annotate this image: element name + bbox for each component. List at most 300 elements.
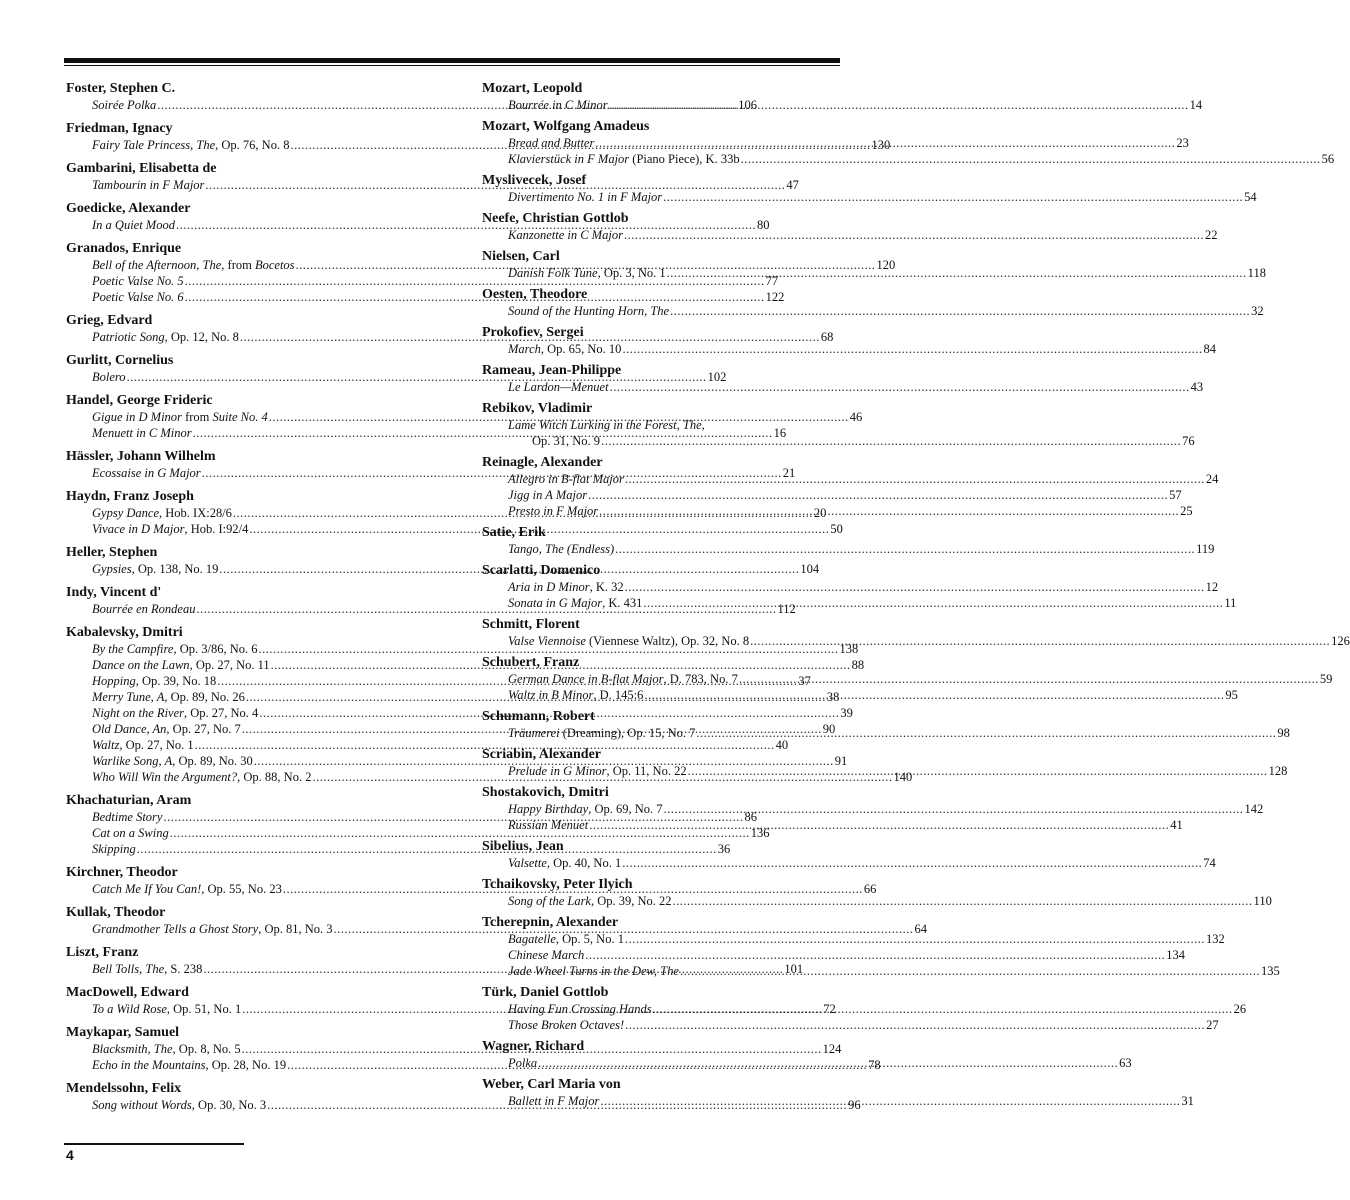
leader-dots (601, 433, 1181, 449)
piece-title (508, 801, 663, 817)
piece-title (92, 657, 270, 673)
piece-title-part: Bell Tolls, The (92, 962, 165, 976)
piece-title (508, 341, 621, 357)
piece-title-part: , K. 431 (602, 596, 643, 610)
composer-name: Indy, Vincent d' (66, 585, 162, 600)
composer-name: Hässler, Johann Wilhelm (66, 449, 216, 464)
leader-dots (538, 1055, 1118, 1071)
leader-dots (739, 671, 1319, 687)
piece-entry (482, 963, 1280, 979)
page-ref: 56 (1321, 152, 1335, 166)
piece-title (92, 601, 195, 617)
page-ref: 106 (738, 98, 757, 112)
piece-title-part: Song of the Lark (508, 894, 591, 908)
piece-title (508, 963, 679, 979)
piece-title (508, 763, 687, 779)
piece-title-part: Bolero (92, 370, 126, 384)
piece-title-part: Cat on a Swing (92, 826, 169, 840)
piece-title (92, 289, 184, 305)
piece-title (508, 947, 584, 963)
composer-entry (482, 324, 1216, 357)
page-ref: 124 (822, 1042, 842, 1056)
page-ref: 64 (914, 922, 928, 936)
piece-title-part: , Op. 8, No. 5 (172, 1042, 241, 1056)
composer-name: Wagner, Richard (482, 1039, 585, 1054)
leader-dots (741, 151, 1321, 167)
piece-title (92, 425, 192, 441)
page-ref: 39 (840, 706, 853, 720)
composer-entry (482, 524, 1215, 557)
leader-dots (670, 303, 1250, 319)
piece-entry (66, 737, 789, 753)
piece-entry (482, 433, 1195, 449)
page-ref: 23 (1176, 136, 1189, 150)
page-ref: 101 (784, 962, 804, 976)
page-ref: 119 (1196, 542, 1215, 556)
piece-entry (482, 1017, 1219, 1033)
piece-title (92, 641, 258, 657)
piece-title-part: , Op. 76, No. 8 (215, 138, 290, 152)
composer-name: Reinagle, Alexander (482, 455, 603, 470)
piece-title (92, 1097, 266, 1113)
piece-title-part: Tango, The (Endless) (508, 542, 615, 556)
page-ref: 24 (1205, 472, 1219, 486)
composer-name: Maykapar, Samuel (66, 1025, 180, 1040)
piece-title (92, 921, 333, 937)
composer-name: Friedman, Ignacy (66, 121, 173, 136)
piece-title-part: Presto in F Major (508, 504, 599, 518)
piece-title-part: Träumerei (508, 726, 560, 740)
leader-dots (585, 947, 1165, 963)
piece-title (508, 1017, 624, 1033)
page-ref: 138 (839, 642, 859, 656)
piece-title (92, 1057, 286, 1073)
piece-title-part: Lame Witch Lurking in the Forest, The, (508, 418, 705, 432)
page-ref: 20 (813, 506, 827, 520)
piece-title (508, 931, 624, 947)
composer-name: Oesten, Theodore (482, 287, 588, 302)
page-ref: 130 (871, 138, 891, 152)
piece-title-part: Fairy Tale Princess, The (92, 138, 216, 152)
leader-dots (615, 541, 1195, 557)
leader-dots (625, 1017, 1205, 1033)
piece-title (92, 217, 175, 233)
piece-title-part: Bagatelle (508, 932, 556, 946)
piece-entry (482, 541, 1215, 557)
piece-title (508, 503, 598, 519)
piece-title-part: March (508, 342, 541, 356)
composer-name: Schmitt, Florent (482, 617, 580, 632)
page-number: 4 (66, 1147, 74, 1163)
piece-title-part: Who Will Win the Argument? (92, 770, 238, 784)
piece-entry (482, 671, 1333, 687)
header-rule (64, 58, 840, 63)
page-ref: 142 (1244, 802, 1264, 816)
page-ref: 37 (798, 674, 811, 688)
piece-entry (482, 379, 1204, 395)
piece-title (508, 265, 666, 281)
piece-title-part: Warlike Song, A (92, 754, 173, 768)
piece-entry (482, 303, 1264, 319)
composer-entry (482, 454, 1219, 519)
piece-title (92, 1001, 241, 1017)
page-ref: 26 (1233, 1002, 1247, 1016)
composer-name: Neefe, Christian Gottlob (482, 211, 629, 226)
page-ref: 50 (830, 522, 843, 536)
page-ref: 136 (750, 826, 770, 840)
piece-title (508, 595, 642, 611)
page-ref: 122 (765, 290, 785, 304)
piece-title (508, 687, 643, 703)
piece-title-part: Kanzonette in C Major (508, 228, 623, 242)
composer-entry (482, 286, 1264, 319)
piece-title-part: Happy Birthday (508, 802, 589, 816)
leader-dots (624, 227, 1204, 243)
page-ref: 22 (1204, 228, 1218, 242)
page-ref: 77 (765, 274, 779, 288)
composer-name: Goedicke, Alexander (66, 201, 191, 216)
composer-entry (482, 984, 1247, 1033)
page-ref: 31 (1181, 1094, 1194, 1108)
piece-title (92, 465, 201, 481)
piece-title-part: , Hob. IX:28/6 (159, 506, 232, 520)
piece-title-part: Night on the River (92, 706, 184, 720)
page-ref: 104 (800, 562, 820, 576)
page-ref: 84 (1203, 342, 1216, 356)
composer-name: Mendelssohn, Felix (66, 1081, 182, 1096)
piece-title-part: Bourrée en Rondeau (92, 602, 196, 616)
composer-name: Nielsen, Carl (482, 249, 560, 264)
piece-title-part: Bourrée in C Minor (508, 98, 608, 112)
piece-entry (482, 893, 1272, 909)
piece-title (92, 689, 245, 705)
composer-name: Scarlatti, Domenico (482, 563, 601, 578)
page-ref: 120 (876, 258, 896, 272)
piece-title (508, 855, 621, 871)
piece-title-part: , Op. 3/86, No. 6 (173, 642, 258, 656)
piece-title-part: Bocetos (254, 258, 295, 272)
composer-name: Scriabin, Alexander (482, 747, 602, 762)
page-ref: 135 (1260, 964, 1280, 978)
leader-dots (643, 595, 1223, 611)
piece-title (508, 303, 669, 319)
page-ref: 76 (1182, 434, 1195, 448)
piece-title (508, 189, 662, 205)
piece-title-part: , Op. 40, No. 1 (546, 856, 622, 870)
piece-title-part: Bedtime Story (92, 810, 163, 824)
page-ref: 102 (707, 370, 727, 384)
page-ref: 78 (868, 1058, 881, 1072)
piece-title-part: Chinese March (508, 948, 585, 962)
page-ref: 86 (744, 810, 757, 824)
composer-name: Rebikov, Vladimir (482, 401, 593, 416)
page-ref: 128 (1268, 764, 1288, 778)
composer-name: Prokofiev, Sergei (482, 325, 584, 340)
composer-name: Kirchner, Theodor (66, 865, 178, 880)
piece-title-part: Divertimento No. 1 in F Major (508, 190, 663, 204)
piece-title (508, 135, 594, 151)
piece-title-part: German Dance in B-flat Major (508, 672, 664, 686)
piece-title (508, 227, 623, 243)
piece-title-part: In a Quiet Mood (92, 218, 175, 232)
leader-dots (664, 801, 1244, 817)
piece-title (92, 809, 162, 825)
piece-title-part: , Op. 39, No. 22 (590, 894, 672, 908)
piece-title-part: , Op. 3, No. 1 (597, 266, 666, 280)
composer-name: MacDowell, Edward (66, 985, 189, 1000)
piece-title (92, 273, 184, 289)
piece-title-part: To a Wild Rose (92, 1002, 167, 1016)
page-ref: 54 (1244, 190, 1257, 204)
page-ref: 57 (1169, 488, 1182, 502)
leader-dots (595, 135, 1175, 151)
piece-title (92, 521, 248, 537)
piece-title (92, 329, 239, 345)
piece-title (92, 137, 289, 153)
page-ref: 59 (1319, 672, 1333, 686)
piece-title-part: Echo in the Mountains (92, 1058, 206, 1072)
piece-title-part: Sound of the Hunting Horn, The (508, 304, 670, 318)
piece-title-part: Old Dance, An (92, 722, 167, 736)
page-ref: 40 (775, 738, 789, 752)
piece-entry (482, 189, 1257, 205)
composer-name: Myslivecek, Josef (482, 173, 587, 188)
composer-name: Schumann, Robert (482, 709, 595, 724)
piece-title-part: Patriotic Song (92, 330, 165, 344)
page-ref: 72 (823, 1002, 836, 1016)
piece-title-part: Klavierstück in F Major (508, 152, 630, 166)
page-ref: 74 (1203, 856, 1216, 870)
piece-title-part: , Op. 88, No. 2 (237, 770, 312, 784)
page-ref: 25 (1180, 504, 1193, 518)
piece-title-part: , Op. 5, No. 1 (555, 932, 624, 946)
piece-title-part: , Op. 27, No. 11 (189, 658, 270, 672)
composer-name: Granados, Enrique (66, 241, 182, 256)
piece-title-part: Allegro in B-flat Major (508, 472, 624, 486)
piece-title-part: , Hob. I:92/4 (184, 522, 249, 536)
piece-title-part: , D. 145:6 (593, 688, 644, 702)
page-ref: 68 (820, 330, 834, 344)
leader-dots (599, 503, 1179, 519)
piece-title-part: , Op. 89, No. 30 (172, 754, 253, 768)
piece-title (508, 893, 672, 909)
piece-title (508, 1001, 652, 1017)
piece-title (92, 1041, 241, 1057)
leader-dots (688, 763, 1268, 779)
piece-title (508, 725, 695, 741)
page-ref: 80 (756, 218, 770, 232)
piece-title-part: Ecossaise in G Major (92, 466, 201, 480)
page-ref: 63 (1119, 1056, 1132, 1070)
piece-title-part: , Op. 28, No. 19 (205, 1058, 287, 1072)
piece-title-part: Ballett in F Major (508, 1094, 600, 1108)
piece-title (508, 487, 587, 503)
piece-entry (482, 227, 1218, 243)
piece-title (92, 673, 216, 689)
page-ref: 140 (893, 770, 913, 784)
composer-name: Sibelius, Jean (482, 839, 564, 854)
piece-entry (482, 855, 1216, 871)
piece-title-part: Grandmother Tells a Ghost Story (92, 922, 259, 936)
piece-entry (482, 725, 1290, 741)
piece-title-part: , Op. 27, No. 7 (166, 722, 241, 736)
piece-entry (482, 817, 1183, 833)
piece-title-part: Valse Viennoise (508, 634, 586, 648)
piece-title (508, 379, 609, 395)
piece-title (92, 177, 204, 193)
piece-title (92, 409, 268, 425)
page-ref: 110 (1253, 894, 1272, 908)
piece-entry (482, 503, 1193, 519)
header-rule-thin (64, 65, 840, 66)
page-ref: 95 (1225, 688, 1238, 702)
piece-title (92, 961, 202, 977)
page-ref: 91 (834, 754, 848, 768)
piece-title-part: (Dreaming), Op. 15, No. 7 (559, 726, 696, 740)
composer-entry (482, 838, 1216, 871)
piece-title (508, 97, 608, 113)
page-ref: 14 (1189, 98, 1203, 112)
page-ref: 12 (1205, 580, 1219, 594)
composer-name: Mozart, Wolfgang Amadeus (482, 119, 650, 134)
piece-title-part: Gigue in D Minor (92, 410, 182, 424)
footer-rule (64, 1143, 244, 1145)
composer-name: Shostakovich, Dmitri (482, 785, 609, 800)
leader-dots (625, 931, 1205, 947)
composer-name: Weber, Carl Maria von (482, 1077, 621, 1092)
piece-title-part: Catch Me If You Can! (92, 882, 202, 896)
page-ref: 112 (777, 602, 796, 616)
piece-title-part: , Op. 55, No. 23 (201, 882, 282, 896)
composer-name: Satie, Erik (482, 525, 546, 540)
piece-title-part: Suite No. 4 (212, 410, 268, 424)
composer-entry (482, 784, 1264, 833)
piece-title (92, 825, 169, 841)
piece-title-part: Jigg in A Major (508, 488, 588, 502)
leader-dots (663, 189, 1243, 205)
page-ref: 90 (822, 722, 836, 736)
leader-dots (625, 471, 1205, 487)
piece-title-part: Danish Folk Tune (508, 266, 598, 280)
piece-entry (482, 341, 1216, 357)
piece-title-part: Hopping (92, 674, 136, 688)
piece-entry (482, 487, 1182, 503)
piece-title-line (482, 417, 842, 433)
composer-name: Schubert, Franz (482, 655, 580, 670)
piece-entry (482, 1001, 1247, 1017)
page-ref: 41 (1170, 818, 1183, 832)
piece-title-part: By the Campfire (92, 642, 174, 656)
piece-title-part: Jade Wheel Turns in the Dew, The (508, 964, 679, 978)
composer-name: Mozart, Leopold (482, 81, 583, 96)
piece-title-part: Le Lardon—Menuet (508, 380, 609, 394)
piece-title-part: Gypsies (92, 562, 132, 576)
page-ref: 43 (1190, 380, 1204, 394)
piece-title-part: Waltz (92, 738, 120, 752)
piece-entry (482, 687, 1238, 703)
piece-title-part: Poetic Valse No. 5 (92, 274, 184, 288)
page-ref: 16 (773, 426, 787, 440)
page-ref: 88 (851, 658, 865, 672)
piece-title-part: , from (221, 258, 255, 272)
piece-title-part: Russian Menuet (508, 818, 589, 832)
piece-title-part: , Op. 51, No. 1 (166, 1002, 242, 1016)
composer-name: Tcherepnin, Alexander (482, 915, 619, 930)
piece-entry (482, 471, 1219, 487)
composer-name: Tchaikovsky, Peter Ilyich (482, 877, 633, 892)
page-ref: 46 (849, 410, 863, 424)
piece-title-part: , Op. 12, No. 8 (164, 330, 239, 344)
composer-name: Kabalevsky, Dmitri (66, 625, 183, 640)
piece-title (508, 579, 624, 595)
piece-title-part: , Op. 27, No. 1 (119, 738, 194, 752)
piece-entry (482, 579, 1219, 595)
composer-name: Rameau, Jean-Philippe (482, 363, 622, 378)
piece-title (92, 561, 218, 577)
piece-title (92, 737, 194, 753)
piece-title-part: , Op. 30, No. 3 (191, 1098, 267, 1112)
leader-dots (750, 633, 1330, 649)
page-ref: 126 (1331, 634, 1350, 648)
piece-title-part: Vivace in D Major (92, 522, 185, 536)
leader-dots (625, 579, 1205, 595)
composer-name: Foster, Stephen C. (66, 81, 176, 96)
piece-title-part: Polka (508, 1056, 538, 1070)
piece-title (92, 753, 253, 769)
piece-title-part: Waltz in B Minor (508, 688, 594, 702)
page-ref: 96 (848, 1098, 861, 1112)
piece-title-part: , S. 238 (164, 962, 203, 976)
piece-title (92, 721, 241, 737)
piece-title-part: , D. 783, No. 7 (663, 672, 738, 686)
piece-entry (482, 931, 1225, 947)
piece-title-part: , Op. 138, No. 19 (131, 562, 219, 576)
piece-title (508, 541, 614, 557)
piece-title (508, 633, 749, 649)
composer-name: Türk, Daniel Gottlob (482, 985, 609, 1000)
piece-entry (482, 97, 1203, 113)
leader-dots (667, 265, 1247, 281)
composer-entry (482, 80, 1203, 113)
piece-title-part: , Op. 69, No. 7 (588, 802, 663, 816)
leader-dots (610, 379, 1190, 395)
leader-dots (622, 855, 1202, 871)
piece-title-part: Dance on the Lawn (92, 658, 190, 672)
piece-title-part: Merry Tune, A (92, 690, 165, 704)
piece-title (92, 769, 311, 785)
page-ref: 98 (1277, 726, 1290, 740)
piece-title-part: , K. 32 (589, 580, 624, 594)
composer-name: Heller, Stephen (66, 545, 158, 560)
piece-title-part: Skipping (92, 842, 136, 856)
leader-dots (653, 1001, 1233, 1017)
page-ref: 134 (1166, 948, 1186, 962)
piece-title (508, 1055, 537, 1071)
piece-title-part: Song without Words (92, 1098, 192, 1112)
piece-entry (482, 595, 1237, 611)
piece-title (92, 257, 295, 273)
leader-dots (622, 341, 1202, 357)
piece-title-part: Tambourin in F Major (92, 178, 205, 192)
piece-title (92, 841, 136, 857)
page-ref: 132 (1205, 932, 1225, 946)
piece-title-part: Gypsy Dance (92, 506, 159, 520)
page-ref: 118 (1247, 266, 1266, 280)
page-ref: 47 (786, 178, 799, 192)
composer-name: Gurlitt, Cornelius (66, 353, 174, 368)
piece-title-part: Sonata in G Major (508, 596, 603, 610)
piece-title-part: , Op. 39, No. 18 (135, 674, 217, 688)
